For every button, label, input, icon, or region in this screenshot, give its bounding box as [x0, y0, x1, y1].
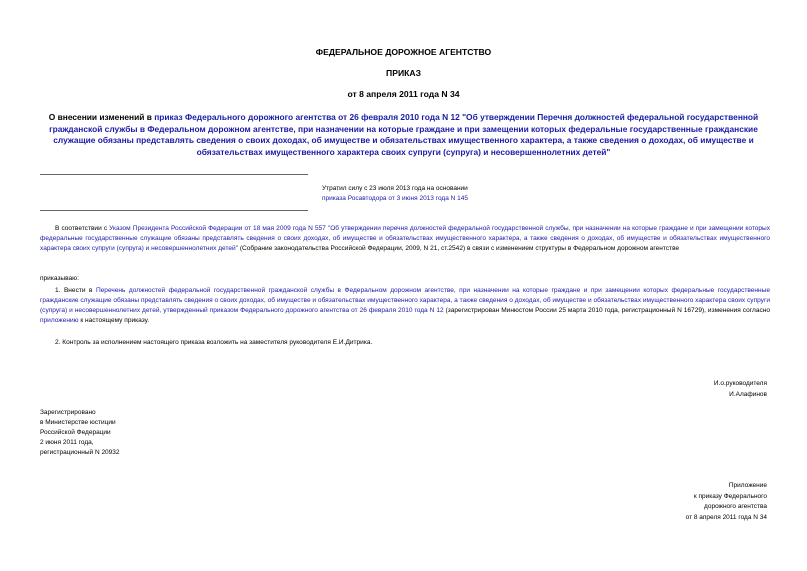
preamble-decree-link[interactable]: Указом Президента Российской Федерации от 18 мая 2009 года N 557 "Об утверждении перечня должностей федеральной государственной службы, при назначении на которые граждане и при замещении которых федеральные государственные служащие обязаны представлять сведения о своих доходах, об имуществе и обязательствах имущественного характера, а также сведения о доходах, об имуществе и обязательствах имущественного характера своих супруги (супруга) и несовершеннолетних детей" [40, 225, 771, 253]
signature-position: И.о.руководителя [713, 380, 767, 387]
registration-line1: Зарегистрировано [40, 409, 96, 416]
doc-date-number: от 8 апреля 2011 года N 34 [347, 89, 460, 99]
title-amended-order-link[interactable]: приказ Федерального дорожного агентства от 26 февраля 2010 года N 12 "Об утверждении Перечня должностей федеральной государственной гражданской службы в Федеральном дорожном агентстве, при назначении на которые граждане и при замещении которых федеральные государственные гражданские служащие обязаны представлять сведения о своих доходах, об имуществе и обязательствах имущественного характера, а также сведения о доходах, об имуществе и обязательствах имущественного характера своих супруги (супруга) и несовершеннолетних детей" [49, 112, 759, 157]
appendix-line1: Приложение [728, 482, 767, 489]
registration-line4: 2 июня 2011 года, [40, 439, 94, 446]
item1-suffix: к настоящему приказу. [78, 317, 150, 325]
order-word: приказываю: [40, 275, 79, 282]
preamble-suffix: (Собрание законодательства Российской Федерации, 2009, N 21, ст.2542) в связи с изменением структуры в Федеральном дорожном агентстве [238, 245, 680, 253]
document-title [40, 112, 767, 158]
registration-block [40, 408, 120, 458]
appendix-line2: к приказу Федерального [693, 492, 767, 500]
preamble-paragraph [40, 224, 770, 254]
agency-name: ФЕДЕРАЛЬНОЕ ДОРОЖНОЕ АГЕНТСТВО [315, 47, 492, 57]
item1-prefix: 1. Внести в [55, 287, 96, 294]
preamble-prefix: В соответствии с [55, 225, 110, 232]
doc-type: ПРИКАЗ [386, 68, 421, 78]
status-note-line1: Утратил силу с 23 июля 2013 года на основании [322, 185, 468, 192]
registration-line3: Российской Федерации [40, 429, 111, 436]
appendix-line4: от 8 апреля 2011 года N 34 [685, 513, 767, 521]
divider-top [40, 174, 308, 175]
item1-paragraph [40, 286, 770, 326]
signature-block [560, 379, 767, 400]
registration-line5: регистрационный N 20932 [40, 449, 120, 456]
appendix-block [560, 481, 767, 523]
appendix-line3: дорожного агентства [704, 503, 767, 510]
title-prefix: О внесении изменений в [48, 112, 155, 122]
signature-name: И.Алафинов [729, 390, 767, 398]
item1-middle: (зарегистрирован Минюстом России 25 марта 2010 года, регистрационный N 16729), изменения согласно [443, 307, 770, 315]
item1-appendix-link[interactable]: приложению [40, 317, 79, 325]
status-note-repeal-link[interactable]: приказа Росавтодора от 3 июня 2013 года N 145 [322, 195, 468, 202]
item2-paragraph: 2. Контроль за исполнением настоящего приказа возложить на заместителя руководителя Е.И.Дитрика. [55, 339, 373, 346]
registration-line2: в Министерстве юстиции [40, 419, 116, 426]
status-note [322, 184, 468, 204]
divider-bottom [40, 210, 308, 211]
item1-list-link[interactable]: Перечень должностей федеральной государственной гражданской службы в Федеральном дорожном агентстве, при назначении на которые граждане и при замещении которых федеральные государственные гражданские служащие обязаны представлять сведения о своих доходах, об имуществе и обязательствах имущественного характера, а также сведения о доходах, об имуществе и обязательствах имущественного характера своих супруги (супруга) и несовершеннолетних детей, утвержденный приказом Федерального дорожного агентства от 26 февраля 2010 года N 12 [40, 287, 770, 315]
